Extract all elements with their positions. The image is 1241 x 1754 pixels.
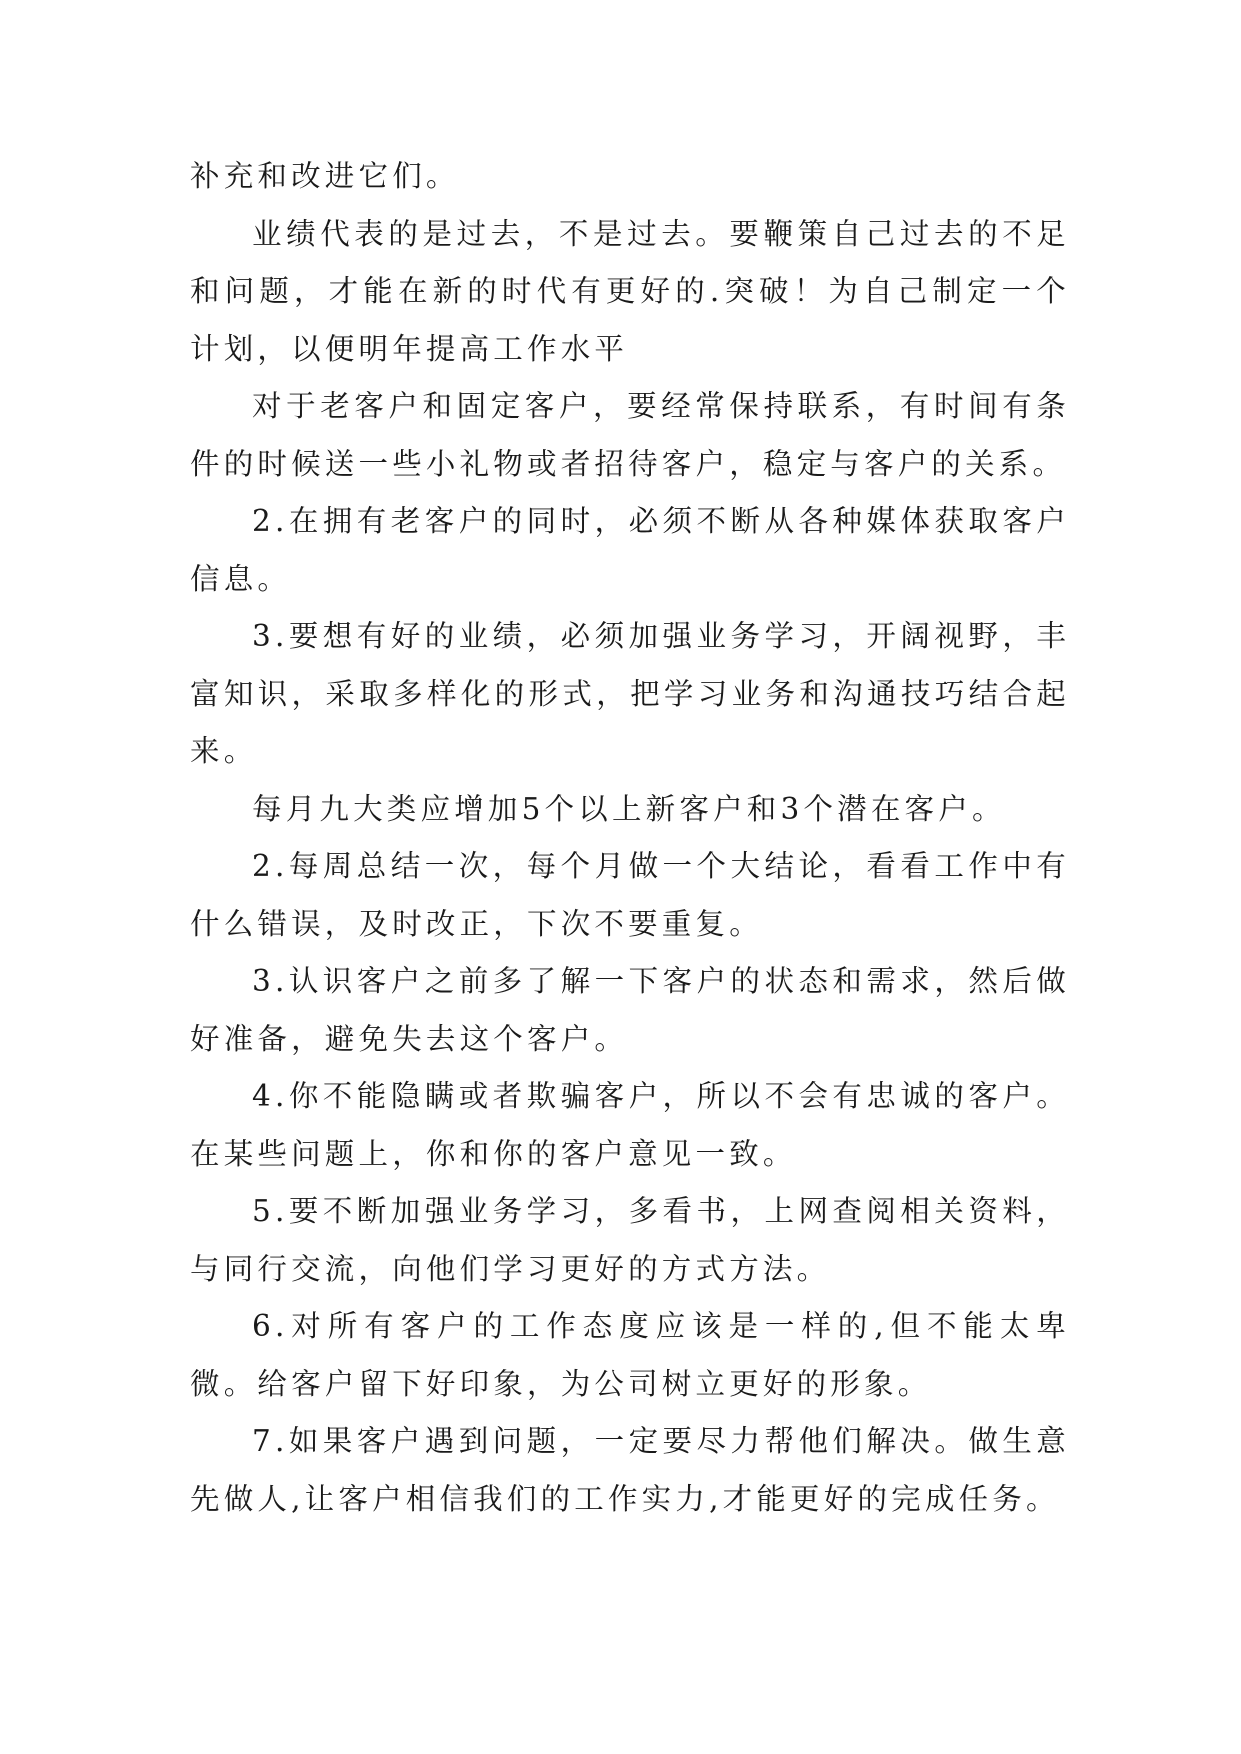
paragraph-5: 3.要想有好的业绩，必须加强业务学习，开阔视野，丰富知识，采取多样化的形式，把学习业务和沟通技巧结合起来。	[190, 619, 1070, 768]
document-body	[190, 148, 1070, 1528]
paragraph-4: 2.在拥有老客户的同时，必须不断从各种媒体获取客户信息。	[190, 504, 1070, 596]
paragraph-3: 对于老客户和固定客户，要经常保持联系，有时间有条件的时候送一些小礼物或者招待客户，稳定与客户的关系。	[190, 389, 1070, 481]
paragraph-1: 补充和改进它们。	[190, 159, 460, 193]
paragraph-8: 3.认识客户之前多了解一下客户的状态和需求，然后做好准备，避免失去这个客户。	[190, 964, 1070, 1056]
paragraph-7: 2.每周总结一次，每个月做一个大结论，看看工作中有什么错误，及时改正，下次不要重复。	[190, 849, 1070, 941]
paragraph-9: 4.你不能隐瞒或者欺骗客户，所以不会有忠诚的客户。在某些问题上，你和你的客户意见一致。	[190, 1079, 1070, 1171]
paragraph-6: 每月九大类应增加5个以上新客户和3个潜在客户。	[252, 791, 1006, 826]
paragraph-11: 6.对所有客户的工作态度应该是一样的,但不能太卑微。给客户留下好印象，为公司树立更好的形象。	[190, 1309, 1070, 1401]
paragraph-10: 5.要不断加强业务学习，多看书，上网查阅相关资料，与同行交流，向他们学习更好的方式方法。	[190, 1194, 1070, 1286]
paragraph-2: 业绩代表的是过去，不是过去。要鞭策自己过去的不足和问题，才能在新的时代有更好的.突破！为自己制定一个计划，以便明年提高工作水平	[190, 216, 1070, 366]
paragraph-12: 7.如果客户遇到问题，一定要尽力帮他们解决。做生意先做人,让客户相信我们的工作实力,才能更好的完成任务。	[190, 1424, 1070, 1516]
